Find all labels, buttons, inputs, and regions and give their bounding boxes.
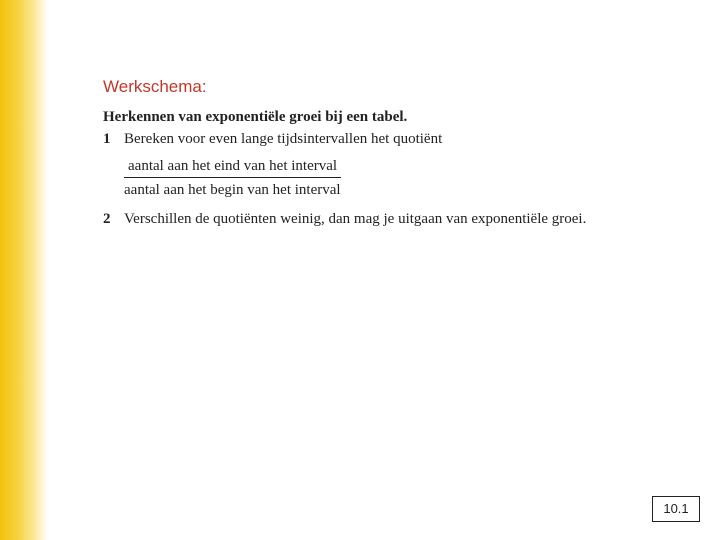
fraction-numerator: aantal aan het eind van het interval	[124, 157, 341, 178]
step-number: 1	[103, 131, 111, 147]
decorative-side-band	[0, 0, 48, 540]
step-text: Bereken voor even lange tijdsintervallen het quotiënt	[124, 131, 443, 147]
step-text: Verschillen de quotiënten weinig, dan mag je uitgaan van exponentiële groei.	[124, 211, 587, 227]
quotient-fraction	[124, 157, 341, 199]
fraction-denominator: aantal aan het begin van het interval	[124, 182, 341, 198]
step-1	[103, 131, 442, 148]
page-number-badge: 10.1	[652, 496, 700, 522]
step-number: 2	[103, 211, 111, 227]
step-2	[103, 211, 586, 228]
section-heading: Werkschema:	[103, 77, 207, 96]
section-subtitle: Herkennen van exponentiële groei bij een tabel.	[103, 109, 408, 125]
